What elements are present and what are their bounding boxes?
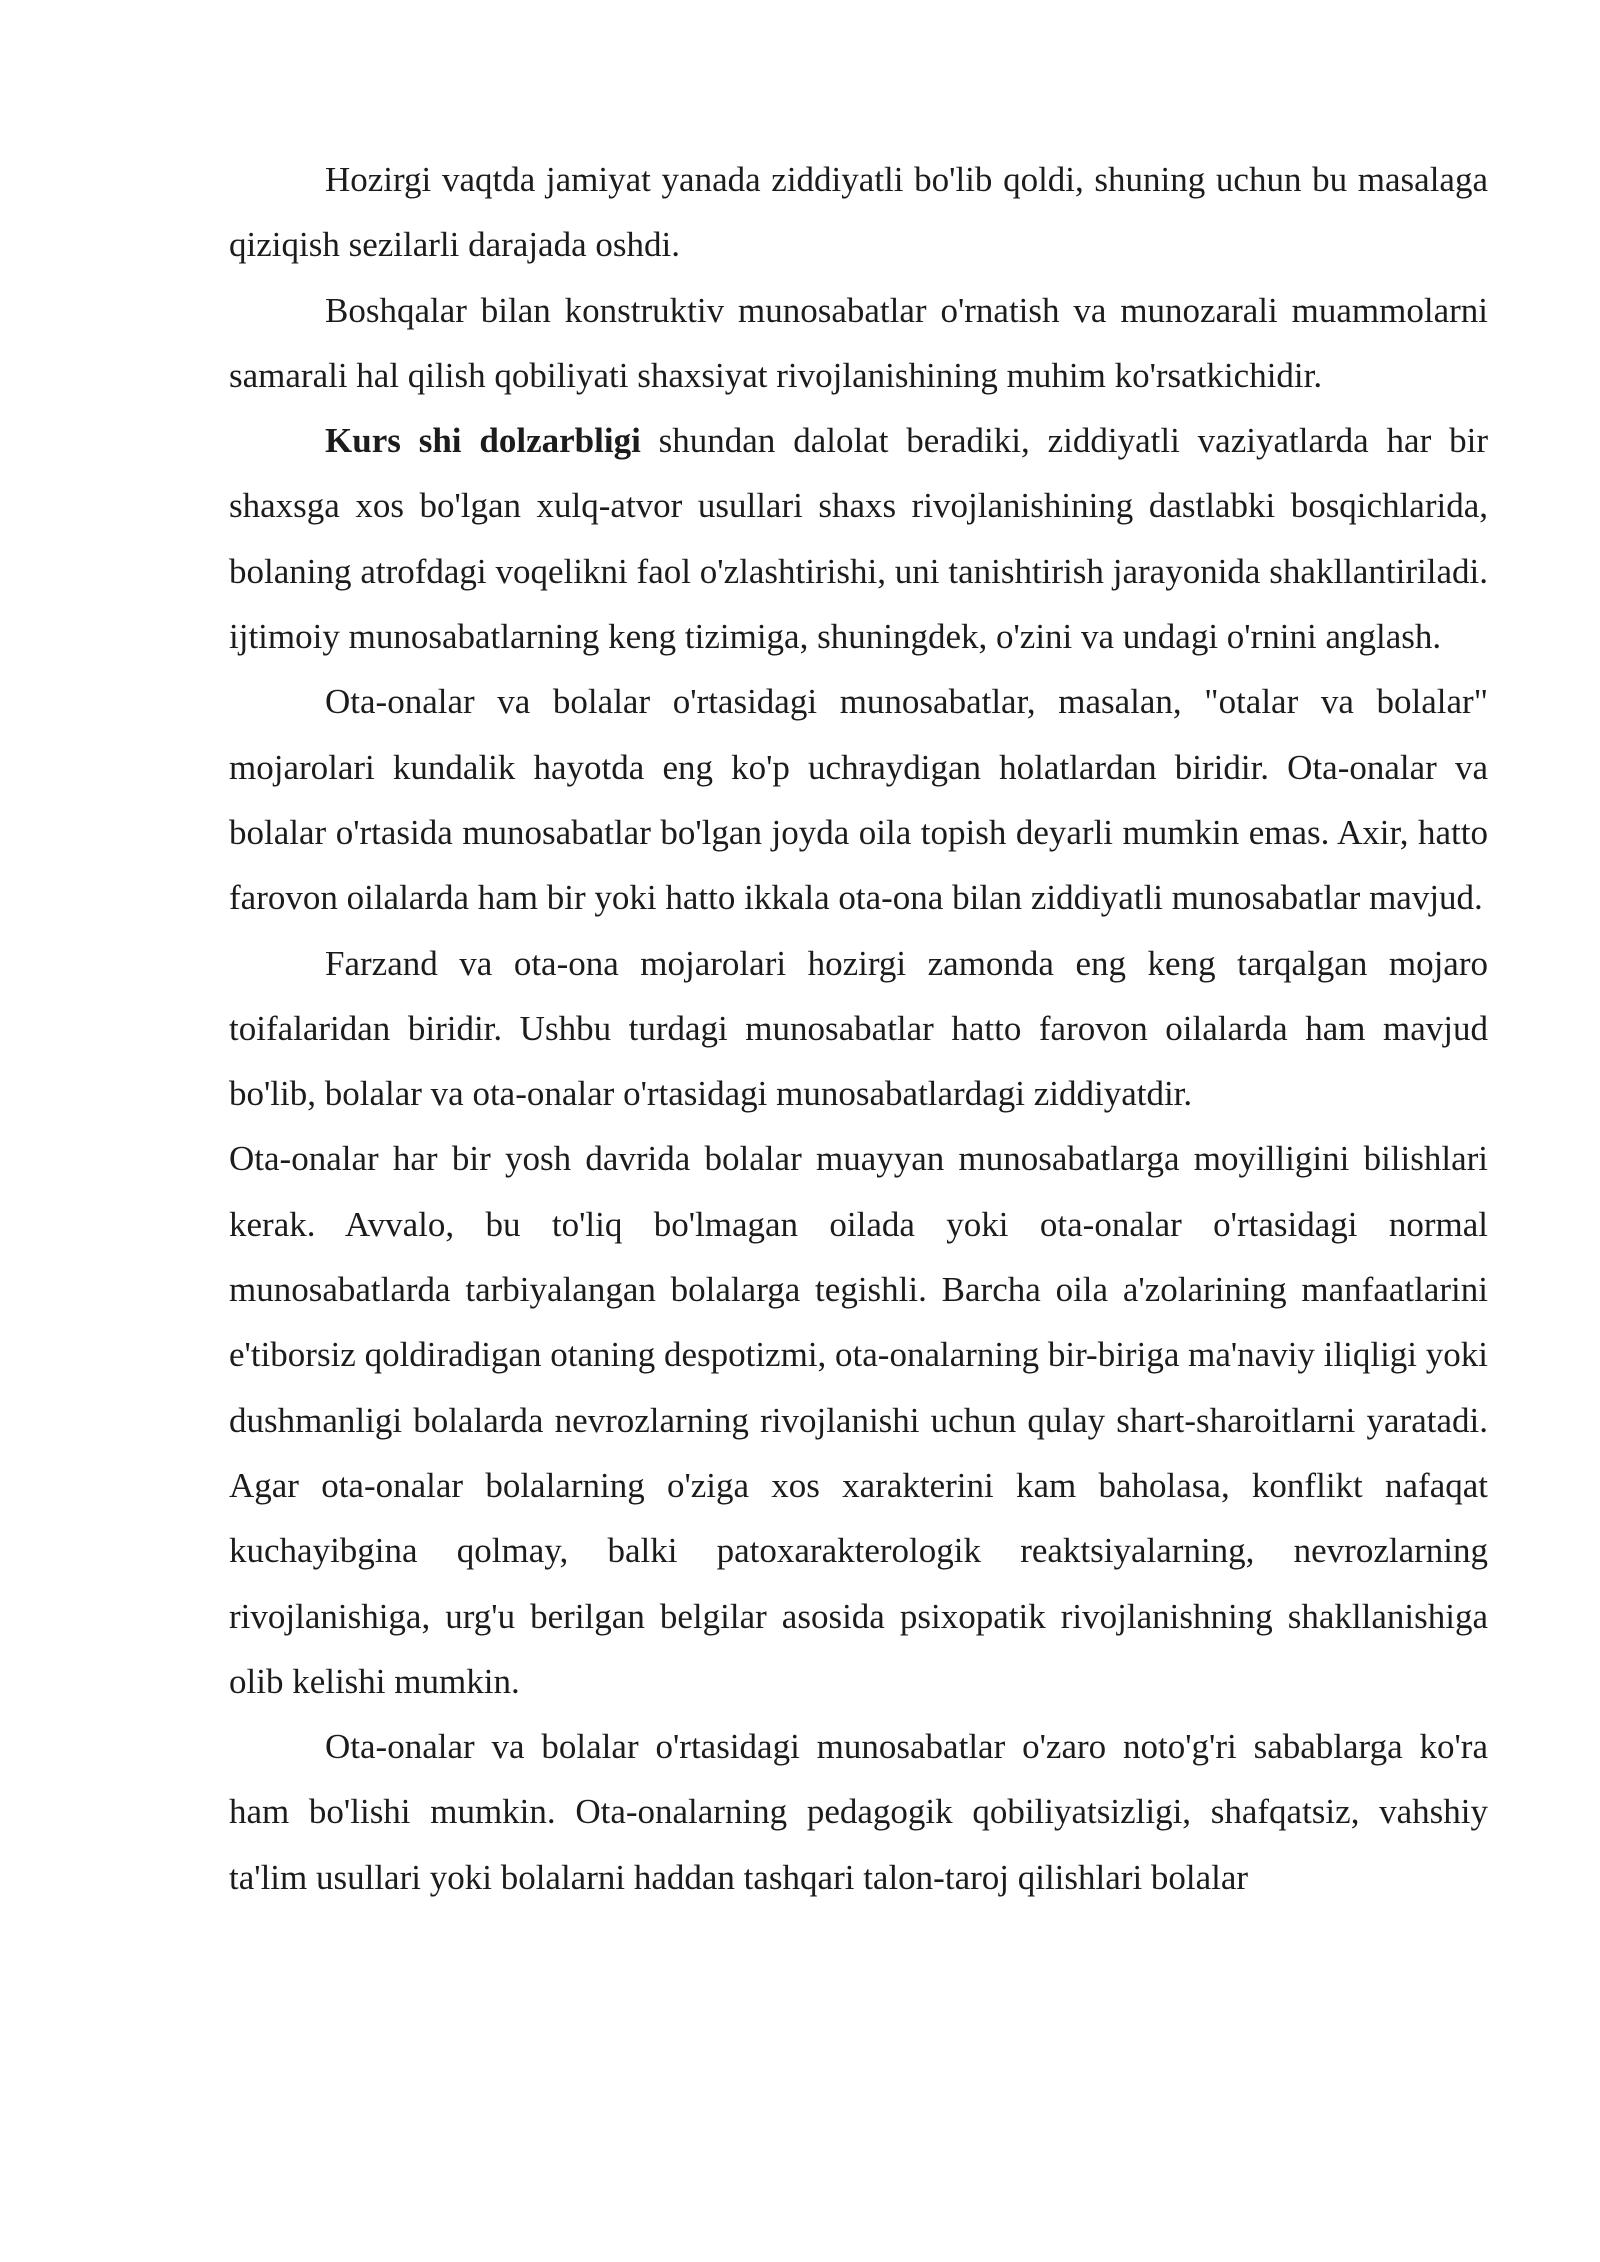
paragraph: Boshqalar bilan konstruktiv munosabatlar o'rnatish va munozarali muammolarni samarali hal qilish qobiliyati shaxsiyat rivojlanishining muhim ko'rsatkichidir. — [229, 290, 1488, 395]
paragraph-bold-lead: Kurs shi dolzarbligi — [325, 421, 641, 461]
paragraph: Ota-onalar va bolalar o'rtasidagi munosabatlar, masalan, "otalar va bolalar" mojarolari kundalik hayotda eng ko'p uchraydigan holatlardan biridir. Ota-onalar va bolalar o'rtasida munosabatlar bo'lgan joyda oila topish deyarli mumkin emas. Axir, hatto farovon oilalarda ham bir yoki hatto ikkala ota-ona bilan ziddiyatli munosabatlar mavjud. — [229, 682, 1488, 918]
paragraph: Ota-onalar har bir yosh davrida bolalar muayyan munosabatlarga moyilligini bilishlari kerak. Avvalo, bu to'liq bo'lmagan oilada yoki ota-onalar o'rtasidagi normal munosabatlarda tarbiyalangan bolalarga tegishli. Barcha oila a'zolarining manfaatlarini e'tiborsiz qoldiradigan otaning despotizmi, ota-onalarning bir-biriga ma'naviy iliqligi yoki dushmanligi bolalarda nevrozlarning rivojlanishi uchun qulay shart-sharoitlarni yaratadi. Agar ota-onalar bolalarning o'ziga xos xarakterini kam baholasa, konflikt nafaqat kuchayibgina qolmay, balki patoxarakterologik reaktsiyalarning, nevrozlarning rivojlanishiga, urg'u berilgan belgilar asosida psixopatik rivojlanishning shakllanishiga olib kelishi mumkin. — [229, 1139, 1488, 1701]
paragraph — [229, 408, 1488, 669]
paragraph: Ota-onalar va bolalar o'rtasidagi munosabatlar o'zaro noto'g'ri sabablarga ko'ra ham bo'lishi mumkin. Ota-onalarning pedagogik qobiliyatsizligi, shafqatsiz, vahshiy ta'lim usullari yoki bolalarni haddan tashqari talon-taroj qilishlari bolalar — [229, 1727, 1488, 1897]
paragraph: Hozirgi vaqtda jamiyat yanada ziddiyatli bo'lib qoldi, shuning uchun bu masalaga qiziqish sezilarli darajada oshdi. — [229, 160, 1488, 265]
paragraph: Farzand va ota-ona mojarolari hozirgi zamonda eng keng tarqalgan mojaro toifalaridan biridir. Ushbu turdagi munosabatlar hatto farovon oilalarda ham mavjud bo'lib, bolalar va ota-onalar o'rtasidagi munosabatlardagi ziddiyatdir. — [229, 943, 1488, 1114]
document-body — [229, 147, 1488, 1910]
paragraph-text: shundan dalolat beradiki, ziddiyatli vaziyatlarda har bir shaxsga xos bo'lgan xulq-atvor usullari shaxs rivojlanishining dastlabki bosqichlarida, bolaning atrofdagi voqelikni faol o'zlashtirishi, uni tanishtirish jarayonida shakllantiriladi. ijtimoiy munosabatlarning keng tizimiga, shuningdek, o'zini va undagi o'rnini anglash. — [229, 421, 1488, 657]
